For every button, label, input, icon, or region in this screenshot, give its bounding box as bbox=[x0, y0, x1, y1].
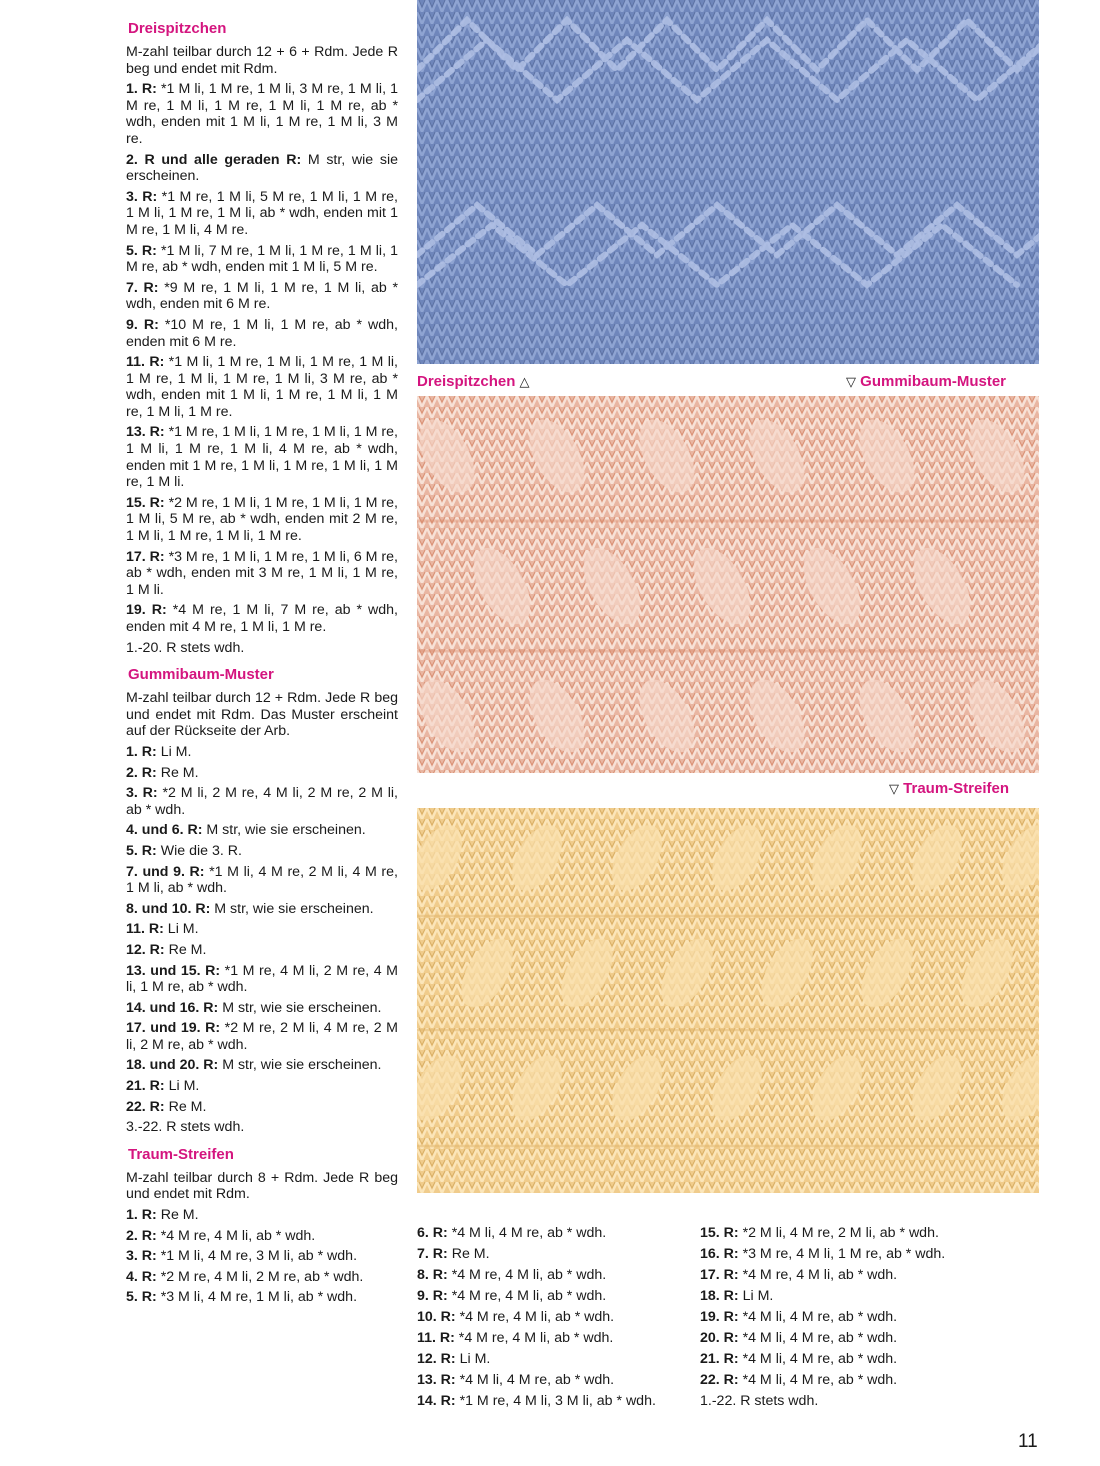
gummibaum-row-text: M str, wie sie erscheinen. bbox=[218, 999, 382, 1016]
traum-rows-middle bbox=[417, 1223, 693, 1412]
traum-mid-row-label: 8. R: bbox=[417, 1267, 448, 1283]
traum-right-row bbox=[700, 1349, 1000, 1370]
dreispitzchen-row bbox=[126, 152, 398, 185]
traum-right-row bbox=[700, 1265, 1000, 1286]
traum-mid-row-label: 9. R: bbox=[417, 1288, 448, 1304]
gummibaum-row bbox=[126, 963, 398, 996]
gummibaum-row bbox=[126, 942, 398, 959]
gummibaum-row-label: 21. R: bbox=[126, 1078, 165, 1095]
traum-mid-row-text: Re M. bbox=[447, 1246, 490, 1262]
traum-right-row-label: 15. R: bbox=[700, 1225, 739, 1241]
traum-right-row-text: *4 M li, 4 M re, ab * wdh. bbox=[738, 1309, 898, 1325]
traum-rows bbox=[126, 1207, 398, 1306]
gummibaum-row-label: 22. R: bbox=[126, 1098, 165, 1115]
dreispitzchen-row bbox=[126, 81, 398, 147]
caption-traum bbox=[889, 780, 1009, 798]
traum-row bbox=[126, 1207, 398, 1224]
dreispitzchen-heading: Dreispitzchen bbox=[128, 20, 227, 37]
dreispitzchen-row-text: *3 M re, 1 M li, 1 M re, 1 M li, 6 M re, ab * wdh, enden mit 3 M re, 1 M li, 1 M re, 1 M li. bbox=[126, 548, 398, 598]
caption-dreispitzchen-label: Dreispitzchen bbox=[417, 373, 516, 390]
gummibaum-row-text: Re M. bbox=[164, 1098, 207, 1115]
traum-row-text: *3 M li, 4 M re, 1 M li, ab * wdh. bbox=[156, 1289, 358, 1306]
traum-row bbox=[126, 1248, 398, 1265]
traum-right-row-label: 18. R: bbox=[700, 1288, 739, 1304]
gummibaum-row-label: 18. und 20. R: bbox=[126, 1057, 219, 1074]
traum-mid-row bbox=[417, 1370, 693, 1391]
traum-mid-row-label: 6. R: bbox=[417, 1225, 448, 1241]
gummibaum-row-text: *2 M re, 2 M li, 4 M re, 2 M li, 2 M re, ab * wdh. bbox=[126, 1020, 398, 1053]
traum-mid-row-text: Li M. bbox=[455, 1351, 491, 1367]
traum-mid-row-text: *4 M re, 4 M li, ab * wdh. bbox=[455, 1309, 615, 1325]
traum-right-row-text: *3 M re, 4 M li, 1 M re, ab * wdh. bbox=[738, 1246, 946, 1262]
gummibaum-row-text: M str, wie sie erscheinen. bbox=[202, 822, 366, 839]
traum-right-row-label: 20. R: bbox=[700, 1330, 739, 1346]
left-text-column bbox=[126, 20, 398, 1310]
traum-right-row-text: *4 M li, 4 M re, ab * wdh. bbox=[738, 1372, 898, 1388]
traum-right-row bbox=[700, 1328, 1000, 1349]
gummibaum-row-label: 4. und 6. R: bbox=[126, 822, 203, 839]
traum-mid-row bbox=[417, 1307, 693, 1328]
traum-right-row-text: *4 M li, 4 M re, ab * wdh. bbox=[738, 1330, 898, 1346]
dreispitzchen-photo bbox=[417, 0, 1039, 364]
gummibaum-row-text: Li M. bbox=[164, 1078, 200, 1095]
gummibaum-row-label: 17. und 19. R: bbox=[126, 1020, 221, 1037]
traum-right-row bbox=[700, 1286, 1000, 1307]
traum-row-label: 3. R: bbox=[126, 1248, 157, 1265]
gummibaum-row bbox=[126, 1099, 398, 1116]
dreispitzchen-row-text: *1 M li, 1 M re, 1 M li, 3 M re, 1 M li, 1 M re, 1 M li, 1 M re, 1 M li, 1 M re, ab * wdh, enden mit 1 M li, 1 M re, 1 M li, 3 M re. bbox=[126, 81, 398, 147]
dreispitzchen-row bbox=[126, 317, 398, 350]
traum-mid-row-text: *4 M re, 4 M li, ab * wdh. bbox=[447, 1267, 607, 1283]
traum-mid-row bbox=[417, 1391, 693, 1412]
traum-row-label: 4. R: bbox=[126, 1268, 157, 1285]
gummibaum-row-text: Re M. bbox=[164, 941, 207, 958]
traum-row bbox=[126, 1289, 398, 1306]
gummibaum-row-text: Li M. bbox=[163, 921, 199, 938]
gummibaum-row bbox=[126, 785, 398, 818]
gummibaum-row bbox=[126, 843, 398, 860]
traum-right-row-label: 21. R: bbox=[700, 1351, 739, 1367]
gummibaum-row-label: 11. R: bbox=[126, 921, 164, 938]
gummibaum-heading: Gummibaum-Muster bbox=[128, 666, 274, 684]
gummibaum-intro: M-zahl teilbar durch 12 + Rdm. Jede R beg und endet mit Rdm. Das Muster erscheint auf der Rückseite der Arb. bbox=[126, 690, 398, 740]
dreispitzchen-row-text: *1 M re, 1 M li, 1 M re, 1 M li, 1 M re, 1 M li, 1 M re, 1 M li, 4 M re, ab * wdh, enden mit 1 M re, 1 M li, 1 M re, 1 M li, 1 M re, 1 M li. bbox=[126, 424, 398, 491]
up-triangle-icon: △ bbox=[519, 374, 530, 389]
dreispitzchen-row-label: 9. R: bbox=[126, 316, 159, 333]
gummibaum-row bbox=[126, 1020, 398, 1053]
traum-right-row bbox=[700, 1244, 1000, 1265]
traum-mid-row-label: 12. R: bbox=[417, 1351, 456, 1367]
traum-right-row-label: 19. R: bbox=[700, 1309, 739, 1325]
traum-row-label: 2. R: bbox=[126, 1227, 157, 1244]
traum-row bbox=[126, 1228, 398, 1245]
traum-mid-row-label: 7. R: bbox=[417, 1246, 448, 1262]
gummibaum-photo bbox=[417, 396, 1039, 773]
traum-mid-row bbox=[417, 1244, 693, 1265]
traum-right-row bbox=[700, 1370, 1000, 1391]
traum-right-row-text: Li M. bbox=[738, 1288, 774, 1304]
dreispitzchen-row bbox=[126, 549, 398, 599]
traum-right-row-label: 17. R: bbox=[700, 1267, 739, 1283]
dreispitzchen-row-text: M str, wie sie erscheinen. bbox=[126, 151, 398, 185]
traum-right-repeat: 1.-22. R stets wdh. bbox=[700, 1393, 819, 1409]
traum-right-row-label: 22. R: bbox=[700, 1372, 739, 1388]
caption-gummibaum bbox=[846, 373, 1006, 391]
dreispitzchen-row-text: *9 M re, 1 M li, 1 M re, 1 M li, ab * wdh, enden mit 6 M re. bbox=[126, 279, 398, 313]
gummibaum-row bbox=[126, 822, 398, 839]
gummibaum-row-text: *1 M re, 4 M li, 2 M re, 4 M li, 1 M re, ab * wdh. bbox=[126, 962, 398, 996]
gummibaum-row-label: 1. R: bbox=[126, 743, 157, 760]
dreispitzchen-row-label: 11. R: bbox=[126, 354, 165, 371]
down-triangle-icon-2: ▽ bbox=[889, 781, 899, 796]
dreispitzchen-row-label: 3. R: bbox=[126, 188, 158, 205]
traum-right-row bbox=[700, 1307, 1000, 1328]
traum-mid-row-text: *1 M re, 4 M li, 3 M li, ab * wdh. bbox=[455, 1393, 656, 1409]
gummibaum-row bbox=[126, 765, 398, 782]
traum-mid-row-text: *4 M li, 4 M re, ab * wdh. bbox=[447, 1225, 607, 1241]
dreispitzchen-row-text: *1 M li, 7 M re, 1 M li, 1 M re, 1 M li, 1 M re, ab * wdh, enden mit 1 M li, 5 M re. bbox=[126, 242, 398, 276]
traum-row-text: *4 M re, 4 M li, ab * wdh. bbox=[156, 1227, 316, 1244]
dreispitzchen-row bbox=[126, 495, 398, 545]
traum-right-row-text: *4 M li, 4 M re, ab * wdh. bbox=[738, 1351, 898, 1367]
gummibaum-row-label: 14. und 16. R: bbox=[126, 999, 219, 1016]
gummibaum-row-text: Li M. bbox=[156, 743, 192, 760]
traum-mid-row bbox=[417, 1349, 693, 1370]
dreispitzchen-row-text: *2 M re, 1 M li, 1 M re, 1 M li, 1 M re, 1 M li, 5 M re, ab * wdh, enden mit 2 M re, 1 M li, 1 M re, 1 M li, 1 M re. bbox=[126, 494, 398, 545]
traum-mid-row bbox=[417, 1265, 693, 1286]
dreispitzchen-row-label: 13. R: bbox=[126, 424, 165, 441]
traum-row-text: *2 M re, 4 M li, 2 M re, ab * wdh. bbox=[156, 1268, 364, 1285]
traum-rows-right bbox=[700, 1223, 1000, 1412]
gummibaum-row bbox=[126, 1000, 398, 1017]
traum-mid-row bbox=[417, 1328, 693, 1349]
dreispitzchen-row bbox=[126, 243, 398, 276]
traum-right-row-text: *4 M re, 4 M li, ab * wdh. bbox=[738, 1267, 898, 1283]
traum-mid-row-text: *4 M li, 4 M re, ab * wdh. bbox=[455, 1372, 615, 1388]
dreispitzchen-row-label: 15. R: bbox=[126, 494, 165, 511]
dreispitzchen-row bbox=[126, 189, 398, 239]
gummibaum-row bbox=[126, 1078, 398, 1095]
traum-right-row-text: *2 M li, 4 M re, 2 M li, ab * wdh. bbox=[738, 1225, 939, 1241]
traum-mid-row-label: 11. R: bbox=[417, 1330, 455, 1346]
dreispitzchen-row-label: 1. R: bbox=[126, 81, 157, 98]
traum-row-label: 5. R: bbox=[126, 1289, 157, 1306]
dreispitzchen-intro: M-zahl teilbar durch 12 + 6 + Rdm. Jede R beg und endet mit Rdm. bbox=[126, 44, 398, 77]
gummibaum-row-text: *1 M li, 4 M re, 2 M li, 4 M re, 1 M li, ab * wdh. bbox=[126, 863, 398, 897]
gummibaum-row-label: 5. R: bbox=[126, 842, 157, 859]
traum-mid-row-label: 13. R: bbox=[417, 1372, 456, 1388]
gummibaum-row bbox=[126, 921, 398, 938]
dreispitzchen-row-text: *1 M re, 1 M li, 5 M re, 1 M li, 1 M re, 1 M li, 1 M re, 1 M li, ab * wdh, enden mit 1 M re, 1 M li, 4 M re. bbox=[126, 188, 398, 238]
dreispitzchen-row-label: 7. R: bbox=[126, 279, 159, 296]
gummibaum-rows bbox=[126, 744, 398, 1115]
down-triangle-icon: ▽ bbox=[846, 374, 856, 389]
traum-right-row-label: 16. R: bbox=[700, 1246, 739, 1262]
dreispitzchen-row-label: 19. R: bbox=[126, 602, 167, 619]
gummibaum-row-label: 3. R: bbox=[126, 785, 158, 802]
gummibaum-row-label: 2. R: bbox=[126, 764, 157, 781]
traum-mid-row-text: *4 M re, 4 M li, ab * wdh. bbox=[447, 1288, 607, 1304]
caption-gummibaum-label: Gummibaum-Muster bbox=[860, 373, 1007, 390]
traum-mid-row bbox=[417, 1286, 693, 1307]
gummibaum-row bbox=[126, 901, 398, 918]
gummibaum-row-label: 12. R: bbox=[126, 941, 165, 958]
traum-mid-row-label: 10. R: bbox=[417, 1309, 456, 1325]
dreispitzchen-row-label: 5. R: bbox=[126, 242, 157, 259]
dreispitzchen-row bbox=[126, 280, 398, 313]
traum-right-row bbox=[700, 1223, 1000, 1244]
dreispitzchen-row-label: 17. R: bbox=[126, 548, 165, 565]
dreispitzchen-row-label: 2. R und alle geraden R: bbox=[126, 151, 302, 168]
gummibaum-row-text: *2 M li, 2 M re, 4 M li, 2 M re, 2 M li, ab * wdh. bbox=[126, 785, 398, 818]
traum-mid-row-label: 14. R: bbox=[417, 1393, 456, 1409]
dreispitzchen-repeat: 1.-20. R stets wdh. bbox=[126, 639, 245, 656]
gummibaum-row-label: 13. und 15. R: bbox=[126, 962, 221, 979]
dreispitzchen-row bbox=[126, 602, 398, 635]
caption-dreispitzchen bbox=[417, 373, 530, 391]
dreispitzchen-row-text: *1 M li, 1 M re, 1 M li, 1 M re, 1 M li, 1 M re, 1 M li, 1 M re, 1 M li, 3 M re, ab * wdh, enden mit 1 M li, 1 M re, 1 M li, 1 M re, 1 M li, 1 M re. bbox=[126, 354, 398, 420]
gummibaum-row-label: 7. und 9. R: bbox=[126, 863, 205, 880]
gummibaum-row bbox=[126, 744, 398, 761]
gummibaum-row-text: M str, wie sie erscheinen. bbox=[218, 1057, 382, 1074]
dreispitzchen-row bbox=[126, 424, 398, 490]
dreispitzchen-row-text: *10 M re, 1 M li, 1 M re, ab * wdh, enden mit 6 M re. bbox=[126, 316, 399, 350]
gummibaum-row-label: 8. und 10. R: bbox=[126, 900, 211, 917]
traum-row-text: *1 M li, 4 M re, 3 M li, ab * wdh. bbox=[156, 1248, 358, 1265]
gummibaum-row-text: Re M. bbox=[156, 764, 199, 781]
traum-row-text: Re M. bbox=[156, 1207, 199, 1224]
dreispitzchen-row bbox=[126, 354, 398, 420]
gummibaum-row bbox=[126, 864, 398, 897]
caption-traum-label: Traum-Streifen bbox=[903, 780, 1010, 797]
gummibaum-row bbox=[126, 1057, 398, 1074]
dreispitzchen-row-text: *4 M re, 1 M li, 7 M re, ab * wdh, enden mit 4 M re, 1 M li, 1 M re. bbox=[126, 602, 399, 635]
traum-mid-row bbox=[417, 1223, 693, 1244]
dreispitzchen-rows bbox=[126, 81, 398, 635]
traum-intro: M-zahl teilbar durch 8 + Rdm. Jede R beg und endet mit Rdm. bbox=[126, 1169, 398, 1203]
page-number: 11 bbox=[1018, 1431, 1038, 1452]
traum-mid-row-text: *4 M re, 4 M li, ab * wdh. bbox=[454, 1330, 614, 1346]
gummibaum-repeat: 3.-22. R stets wdh. bbox=[126, 1119, 245, 1136]
gummibaum-row-text: Wie die 3. R. bbox=[156, 842, 242, 859]
traum-heading: Traum-Streifen bbox=[128, 1145, 234, 1163]
traum-photo bbox=[417, 808, 1039, 1193]
traum-row bbox=[126, 1269, 398, 1286]
traum-row-label: 1. R: bbox=[126, 1207, 157, 1224]
gummibaum-row-text: M str, wie sie erscheinen. bbox=[210, 900, 374, 917]
